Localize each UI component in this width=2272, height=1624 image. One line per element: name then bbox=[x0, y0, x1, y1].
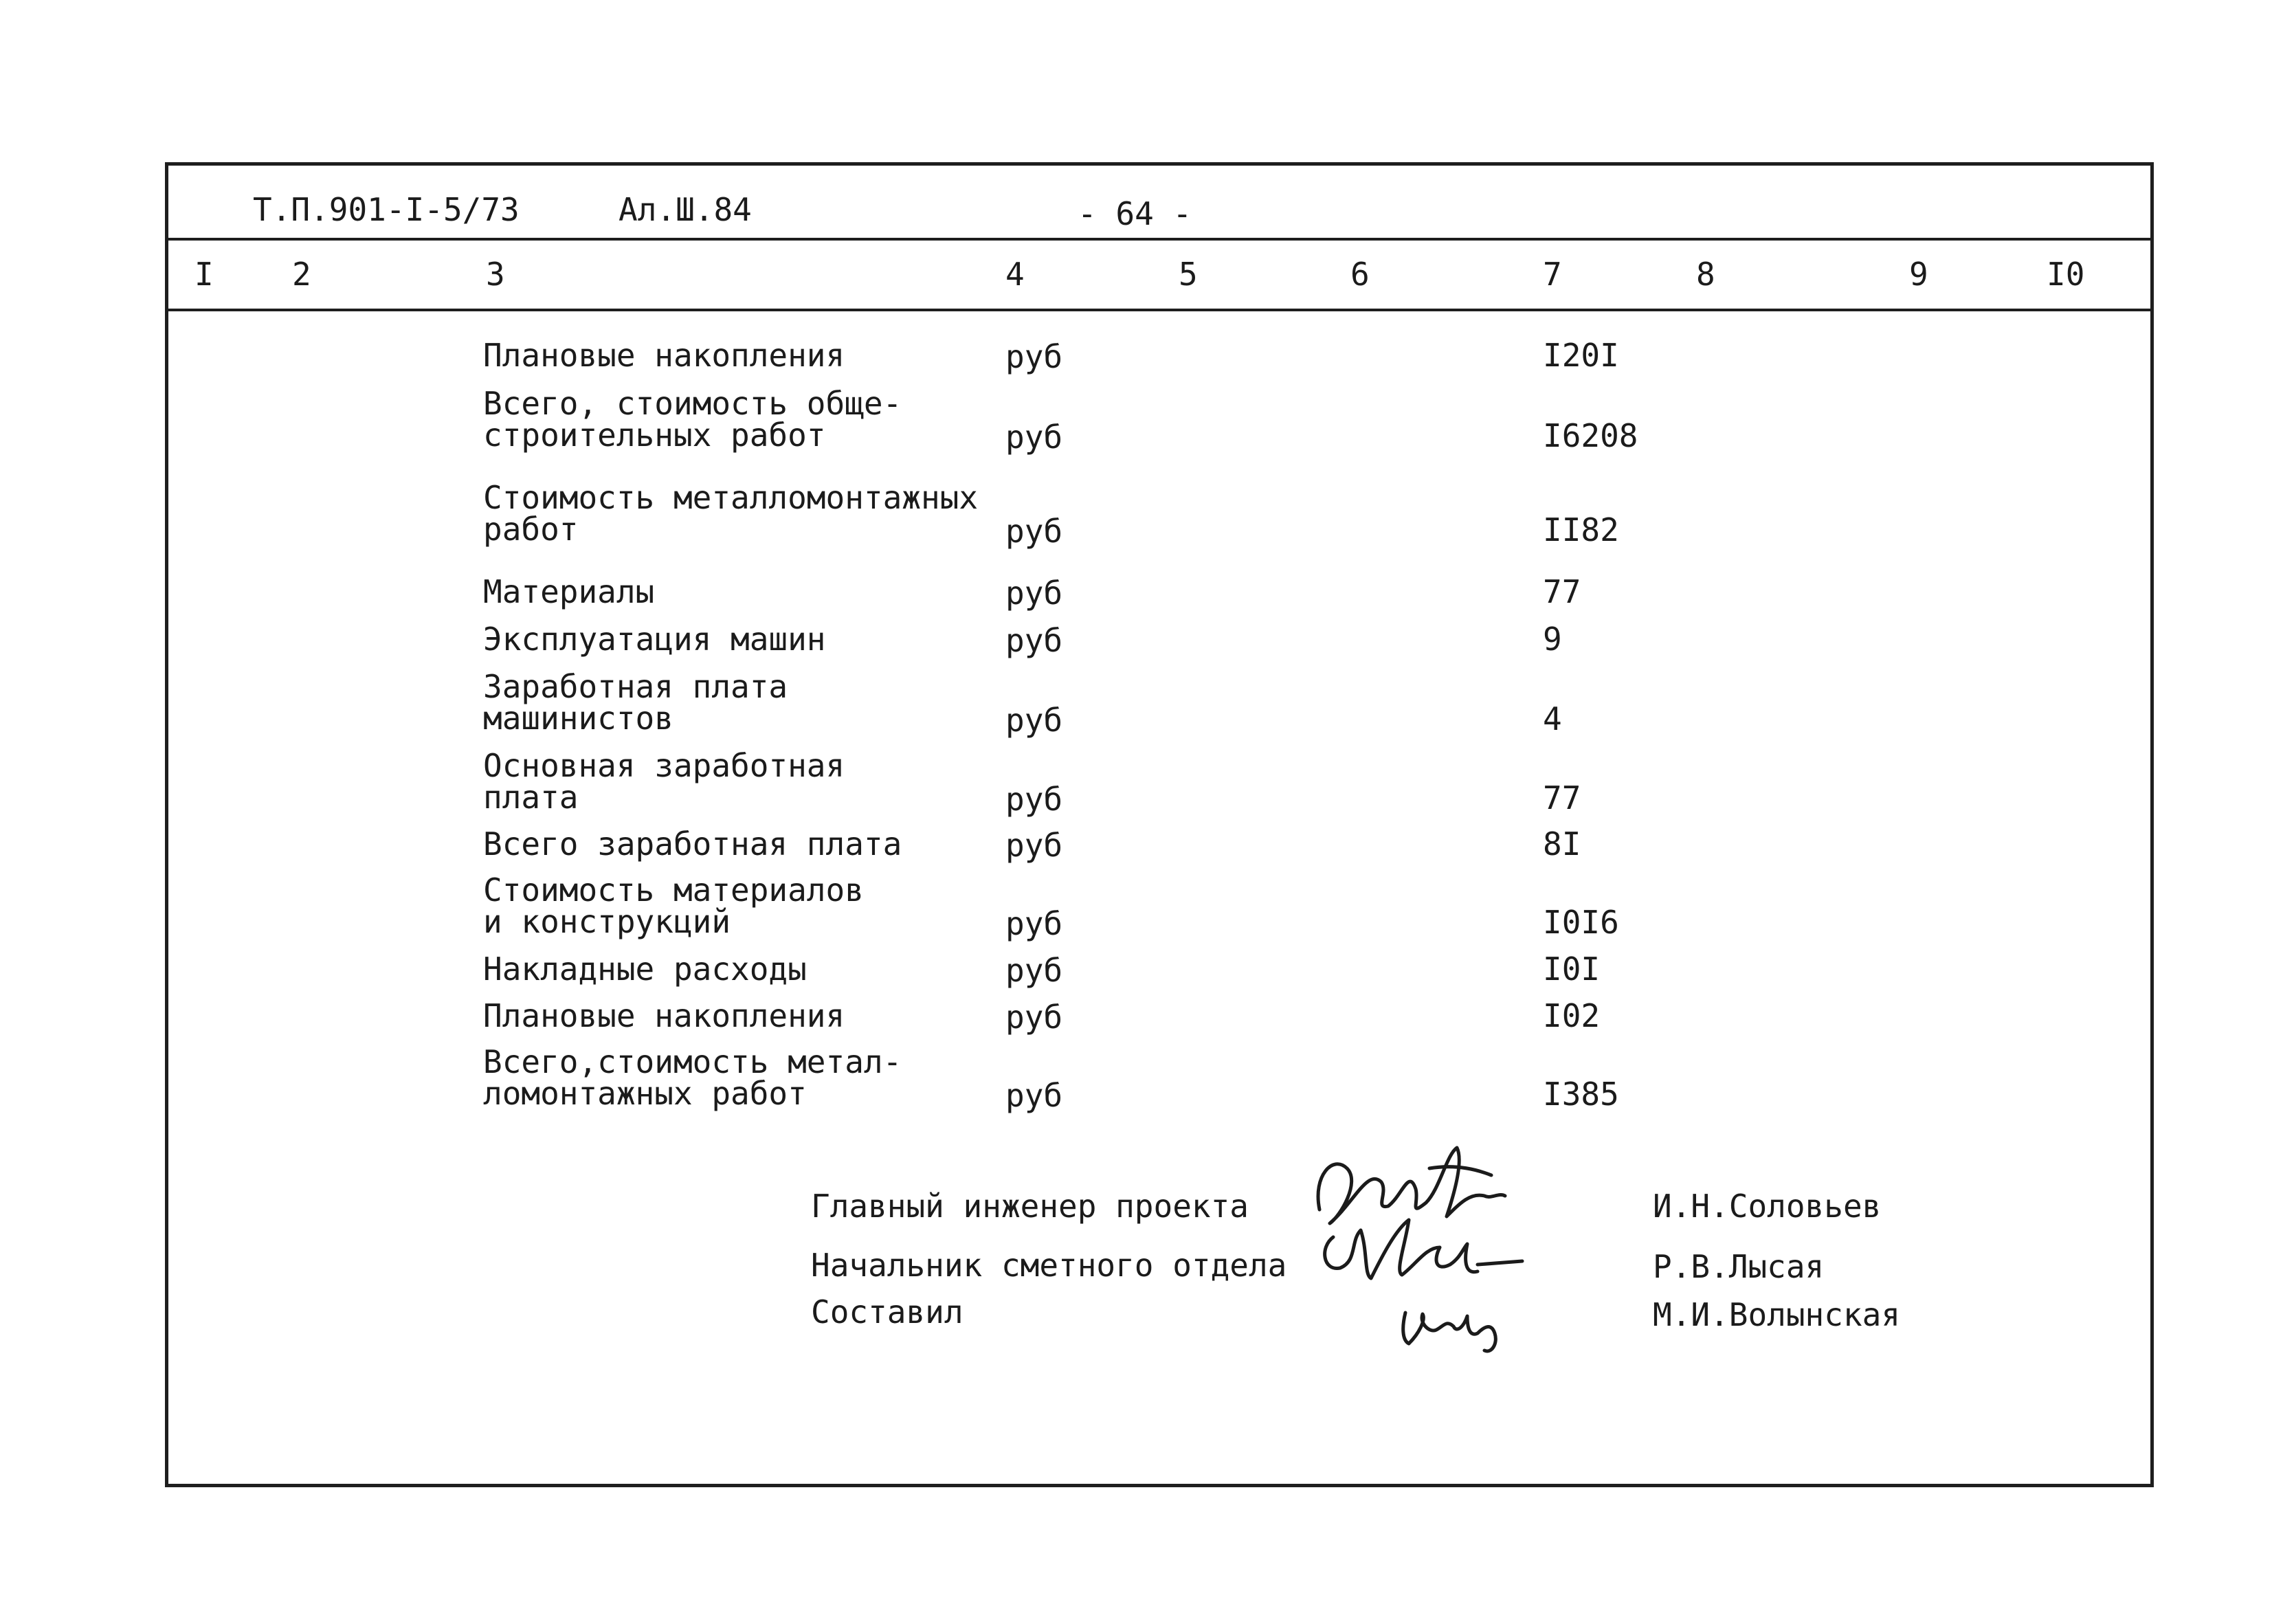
row-unit: руб bbox=[1005, 575, 1063, 612]
signature-scribble-2 bbox=[1325, 1220, 1478, 1278]
row-unit: руб bbox=[1005, 781, 1063, 818]
row-value: I0I bbox=[1543, 950, 1601, 988]
row-value: I0I6 bbox=[1543, 904, 1619, 941]
row-unit: руб bbox=[1005, 513, 1063, 550]
row-description: Плановые накопления bbox=[483, 997, 845, 1034]
row-value: 77 bbox=[1543, 573, 1581, 610]
column-number-4: 4 bbox=[1005, 256, 1025, 293]
signature-name-compiled-by: М.И.Волынская bbox=[1653, 1296, 1901, 1333]
row-unit: руб bbox=[1005, 952, 1063, 989]
row-description: Материалы bbox=[483, 573, 655, 610]
row-unit: руб bbox=[1005, 702, 1063, 739]
row-unit: руб bbox=[1005, 1077, 1063, 1114]
column-number-5: 5 bbox=[1179, 256, 1198, 293]
handwritten-signatures bbox=[1292, 1127, 1581, 1361]
row-description: Основная заработная плата bbox=[483, 747, 845, 816]
row-value: 8I bbox=[1543, 825, 1581, 863]
signature-scribble-3 bbox=[1403, 1313, 1496, 1351]
signature-scribble-1 bbox=[1318, 1148, 1505, 1223]
row-description: Плановые накопления bbox=[483, 337, 845, 374]
row-value: 4 bbox=[1543, 700, 1562, 737]
row-description: Стоимость металломонтажных работ bbox=[483, 479, 979, 548]
row-value: I02 bbox=[1543, 997, 1601, 1034]
document-code: Т.П.901-I-5/73 bbox=[253, 191, 520, 228]
column-number-1: I bbox=[194, 256, 214, 293]
page-number: - 64 - bbox=[1078, 195, 1192, 232]
document-frame bbox=[165, 162, 2154, 1487]
column-number-6: 6 bbox=[1350, 256, 1370, 293]
album-number: Ал.Ш.84 bbox=[619, 191, 752, 228]
header-divider bbox=[168, 238, 2150, 241]
row-value: I20I bbox=[1543, 337, 1619, 374]
signature-title-estimate-head: Начальник сметного отдела bbox=[811, 1247, 1287, 1284]
row-value: I385 bbox=[1543, 1076, 1619, 1113]
signature-scribble-2-tail bbox=[1478, 1261, 1522, 1265]
row-description: Стоимость материалов и конструкций bbox=[483, 871, 864, 940]
row-description: Эксплуатация машин bbox=[483, 621, 826, 658]
column-number-10: I0 bbox=[2047, 256, 2085, 293]
signature-scribble-1-tail bbox=[1429, 1167, 1491, 1175]
column-number-2: 2 bbox=[292, 256, 311, 293]
row-description: Накладные расходы bbox=[483, 950, 807, 988]
column-number-3: 3 bbox=[486, 256, 505, 293]
signature-name-estimate-head: Р.В.Лысая bbox=[1653, 1248, 1825, 1285]
signature-name-chief-engineer: И.Н.Соловьев bbox=[1653, 1188, 1882, 1225]
column-numbers-divider bbox=[168, 309, 2150, 311]
row-unit: руб bbox=[1005, 338, 1063, 375]
signature-title-chief-engineer: Главный инженер проекта bbox=[811, 1188, 1249, 1225]
row-unit: руб bbox=[1005, 827, 1063, 864]
row-description: Всего заработная плата bbox=[483, 825, 902, 863]
row-unit: руб bbox=[1005, 622, 1063, 659]
row-description: Всего,стоимость метал- ломонтажных работ bbox=[483, 1043, 902, 1112]
row-description: Заработная плата машинистов bbox=[483, 668, 788, 737]
row-value: 77 bbox=[1543, 779, 1581, 816]
row-description: Всего, стоимость обще- строительных работ bbox=[483, 385, 902, 454]
row-unit: руб bbox=[1005, 419, 1063, 456]
signature-title-compiled-by: Составил bbox=[811, 1293, 964, 1331]
column-number-8: 8 bbox=[1696, 256, 1715, 293]
column-number-9: 9 bbox=[1909, 256, 1928, 293]
row-value: I6208 bbox=[1543, 417, 1638, 454]
row-value: 9 bbox=[1543, 621, 1562, 658]
row-unit: руб bbox=[1005, 905, 1063, 942]
row-value: II82 bbox=[1543, 511, 1619, 548]
row-unit: руб bbox=[1005, 999, 1063, 1036]
column-number-7: 7 bbox=[1543, 256, 1562, 293]
